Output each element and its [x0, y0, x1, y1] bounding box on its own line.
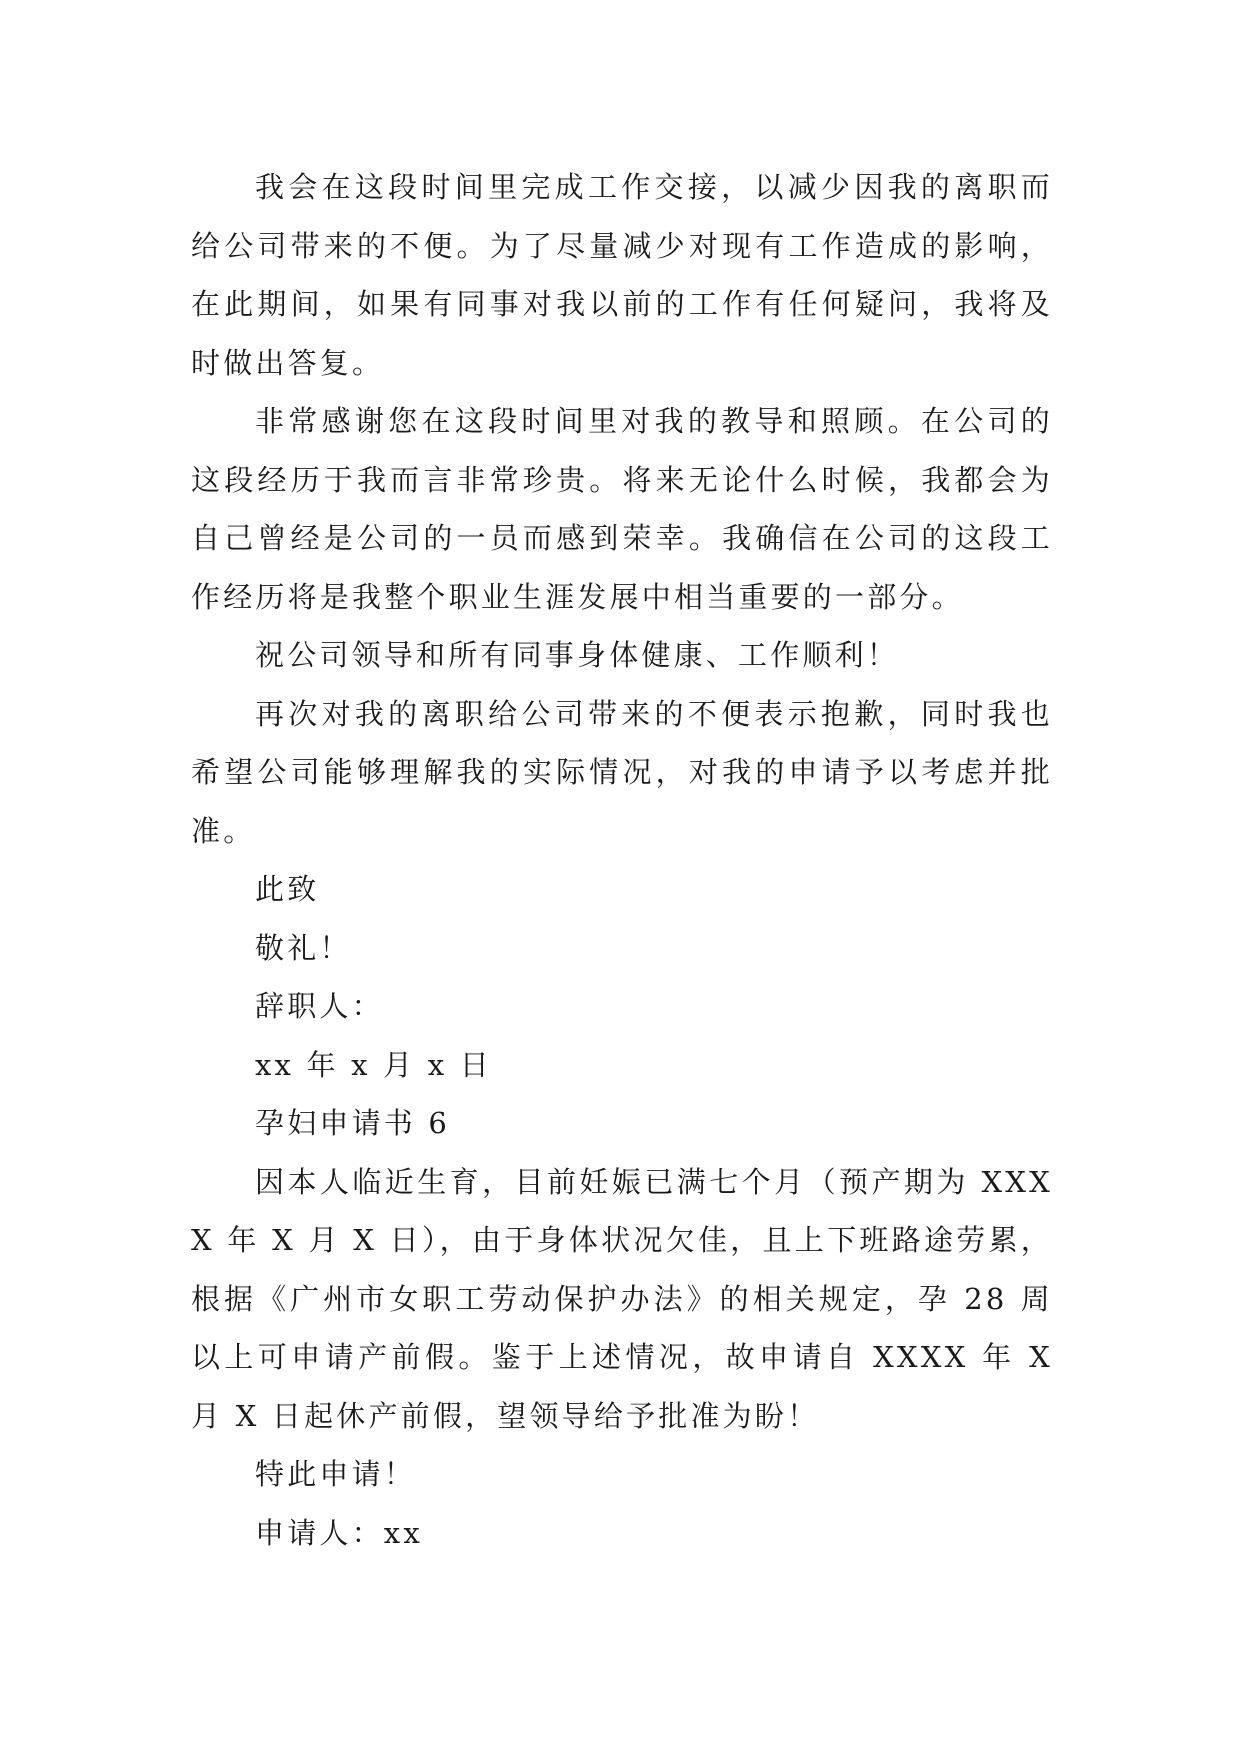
paragraph-apology: 再次对我的离职给公司带来的不便表示抱歉，同时我也希望公司能够理解我的实际情况，对我的申请予以考虑并批准。 — [191, 696, 1053, 848]
paragraph-thanks: 非常感谢您在这段时间里对我的教导和照顾。在公司的这段经历于我而言非常珍贵。将来无论什么时候，我都会为自己曾经是公司的一员而感到荣幸。我确信在公司的这段工作经历将是我整个职业生涯发展中相当重要的一部分。 — [191, 404, 1053, 614]
paragraph-handover: 我会在这段时间里完成工作交接，以减少因我的离职而给公司带来的不便。为了尽量减少对现有工作造成的影响，在此期间，如果有同事对我以前的工作有任何疑问，我将及时做出答复。 — [191, 170, 1053, 380]
paragraph-wishes: 祝公司领导和所有同事身体健康、工作顺利！ — [255, 638, 900, 672]
document-body — [191, 158, 1053, 1562]
paragraph-leave-request: 因本人临近生育，目前妊娠已满七个月（预产期为 XXXX 年 X 月 X 日），由于身体状况欠佳，且上下班路途劳累，根据《广州市女职工劳动保护办法》的相关规定，孕 28 周以上可申请产前假。鉴于上述情况，故申请自 XXXX 年 X 月 X 日起休产前假，望领导给予批准为盼！ — [191, 1164, 1053, 1433]
resigner-label: 辞职人： — [255, 989, 384, 1023]
date-line: xx 年 x 月 x 日 — [255, 1047, 492, 1082]
special-request: 特此申请！ — [255, 1457, 417, 1491]
closing-salutation: 此致 — [255, 872, 320, 906]
section-title: 孕妇申请书 6 — [255, 1106, 451, 1140]
closing-regards: 敬礼！ — [255, 930, 352, 965]
applicant-line: 申请人：xx — [255, 1515, 423, 1550]
